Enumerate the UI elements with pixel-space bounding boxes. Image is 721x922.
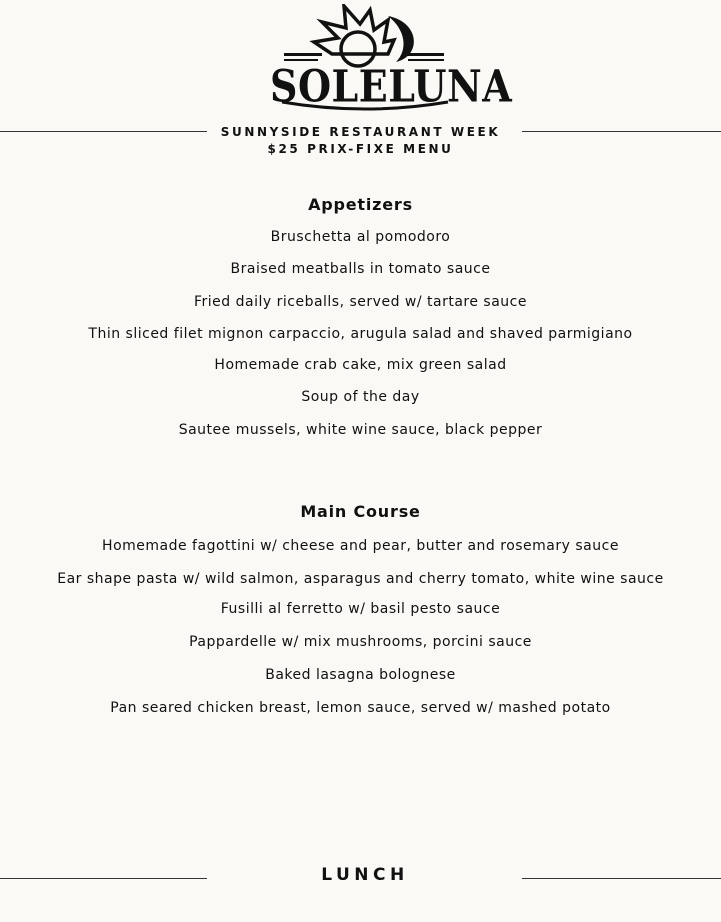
- event-title: SUNNYSIDE RESTAURANT WEEK: [220, 125, 501, 139]
- restaurant-logo: [270, 4, 513, 116]
- lunch-label: LUNCH: [321, 865, 409, 885]
- main-course-item: Fusilli al ferretto w/ basil pesto sauce: [220, 601, 501, 617]
- main-course-heading: Main Course: [300, 502, 421, 521]
- main-course-item: Pappardelle w/ mix mushrooms, porcini sauce: [189, 634, 532, 650]
- appetizer-item: Bruschetta al pomodoro: [270, 229, 451, 245]
- appetizer-item: Fried daily riceballs, served w/ tartare sauce: [194, 294, 527, 310]
- appetizers-heading: Appetizers: [308, 195, 413, 214]
- main-course-item: Ear shape pasta w/ wild salmon, asparagus and cherry tomato, white wine sauce: [57, 571, 664, 587]
- appetizer-item: Homemade crab cake, mix green salad: [214, 357, 507, 373]
- menu-subtitle: $25 PRIX-FIXE MENU: [267, 142, 454, 156]
- appetizer-item: Soup of the day: [301, 389, 420, 405]
- main-course-item: Baked lasagna bolognese: [265, 667, 456, 683]
- logo-wordmark: SOLELUNA: [270, 60, 513, 112]
- appetizer-item: Braised meatballs in tomato sauce: [230, 261, 491, 277]
- appetizer-item: Sautee mussels, white wine sauce, black pepper: [178, 422, 543, 438]
- main-course-item: Homemade fagottini w/ cheese and pear, butter and rosemary sauce: [102, 538, 619, 554]
- main-course-item: Pan seared chicken breast, lemon sauce, served w/ mashed potato: [110, 700, 611, 716]
- appetizer-item: Thin sliced filet mignon carpaccio, arugula salad and shaved parmigiano: [88, 326, 633, 342]
